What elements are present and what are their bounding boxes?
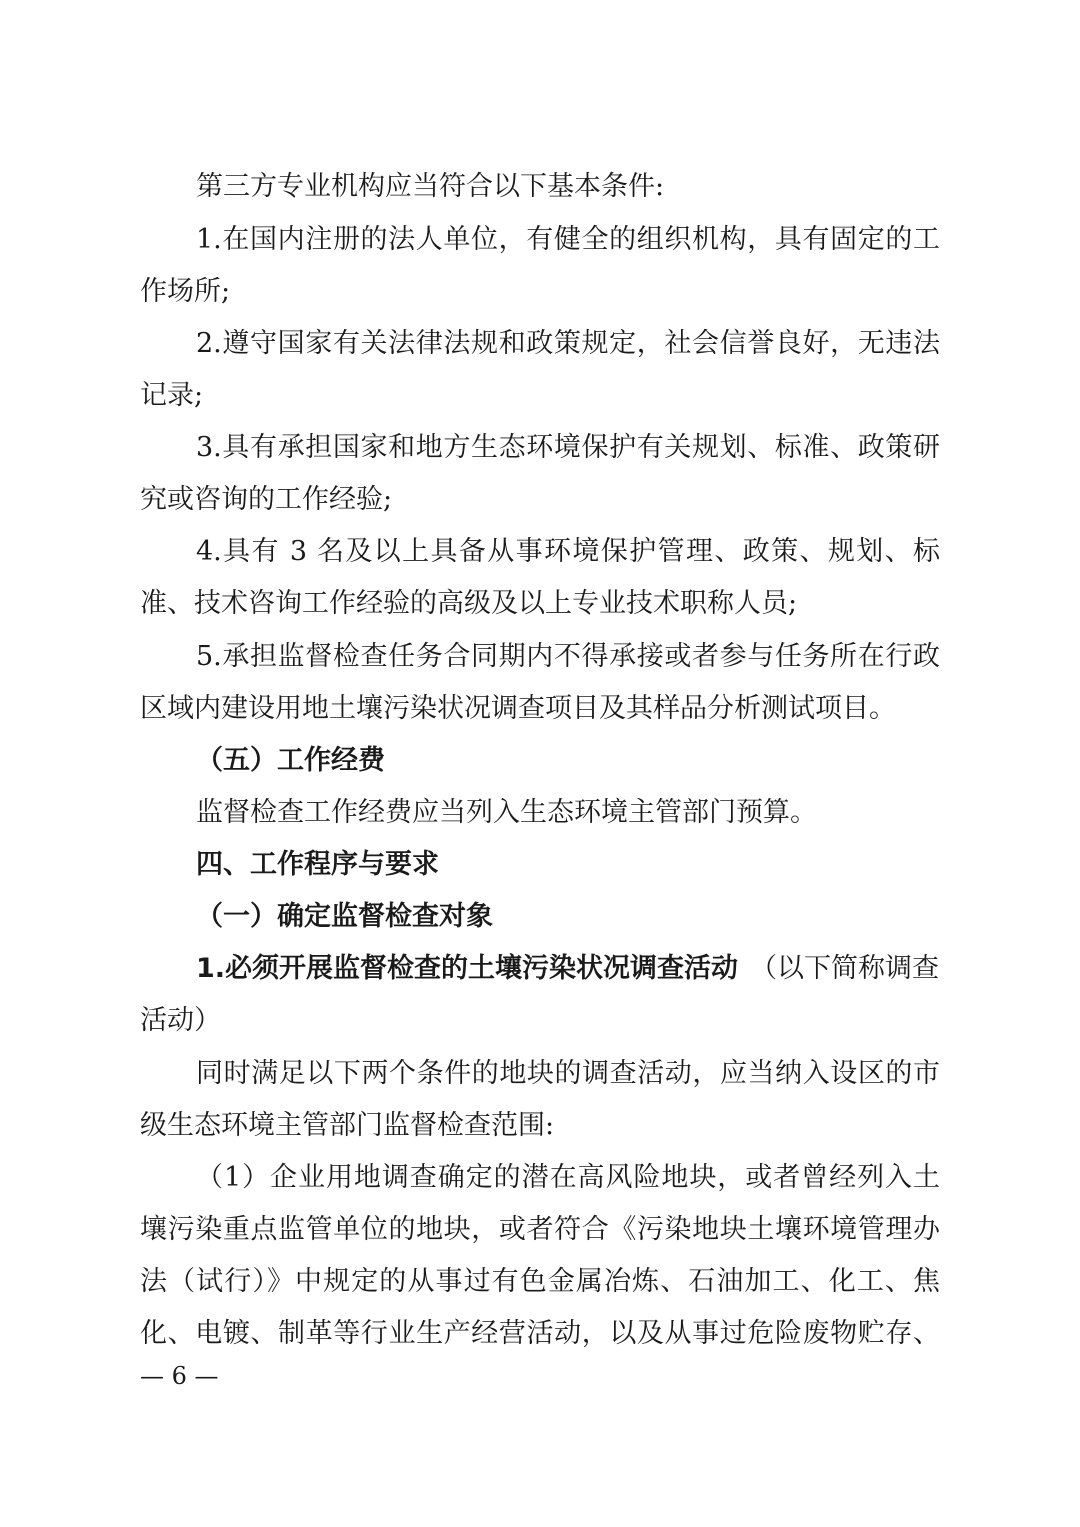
subsection-heading: （五）工作经费 — [196, 745, 385, 776]
paragraph-line: 化、电镀、制革等行业生产经营活动，以及从事过危险废物贮存、 — [140, 1318, 940, 1349]
paragraph-line: 作场所; — [140, 276, 231, 307]
paragraph-line: 准、技术咨询工作经验的高级及以上专业技术职称人员; — [140, 588, 798, 619]
paragraph-line: （1）企业用地调查确定的潜在高风险地块，或者曾经列入土 — [196, 1162, 940, 1193]
paragraph-line: 法（试行）》中规定的从事过有色金属冶炼、石油加工、化工、焦 — [140, 1266, 940, 1297]
page-number: — 6 — — [140, 1362, 219, 1390]
paragraph-line: 活动） — [140, 1005, 221, 1036]
subsection-heading: （一）确定监督检查对象 — [196, 901, 493, 932]
paragraph-line: 记录; — [140, 380, 204, 411]
paragraph-line: 监督检查工作经费应当列入生态环境主管部门预算。 — [196, 797, 817, 828]
paragraph-line: 2.遵守国家有关法律法规和政策规定，社会信誉良好，无违法 — [196, 328, 940, 359]
paragraph-line: 1.在国内注册的法人单位，有健全的组织机构，具有固定的工 — [196, 224, 940, 255]
paragraph-line: 5.承担监督检查任务合同期内不得承接或者参与任务所在行政 — [196, 641, 940, 672]
paragraph-line: 壤污染重点监管单位的地块，或者符合《污染地块土壤环境管理办 — [140, 1214, 940, 1245]
paragraph-line: 4.具有 3 名及以上具备从事环境保护管理、政策、规划、标 — [196, 536, 940, 567]
section-heading: 四、工作程序与要求 — [196, 849, 439, 880]
paragraph-line: （以下简称调查 — [750, 953, 939, 984]
paragraph-line: 级生态环境主管部门监督检查范围: — [140, 1110, 555, 1141]
paragraph-line: 同时满足以下两个条件的地块的调查活动，应当纳入设区的市 — [196, 1058, 940, 1089]
paragraph-line: 第三方专业机构应当符合以下基本条件: — [196, 171, 665, 202]
item-heading: 1.必须开展监督检查的土壤污染状况调查活动 — [196, 953, 739, 984]
paragraph-line: 区域内建设用地土壤污染状况调查项目及其样品分析测试项目。 — [140, 693, 896, 724]
paragraph-line: 3.具有承担国家和地方生态环境保护有关规划、标准、政策研 — [196, 432, 940, 463]
paragraph-line: 究或咨询的工作经验; — [140, 484, 393, 515]
